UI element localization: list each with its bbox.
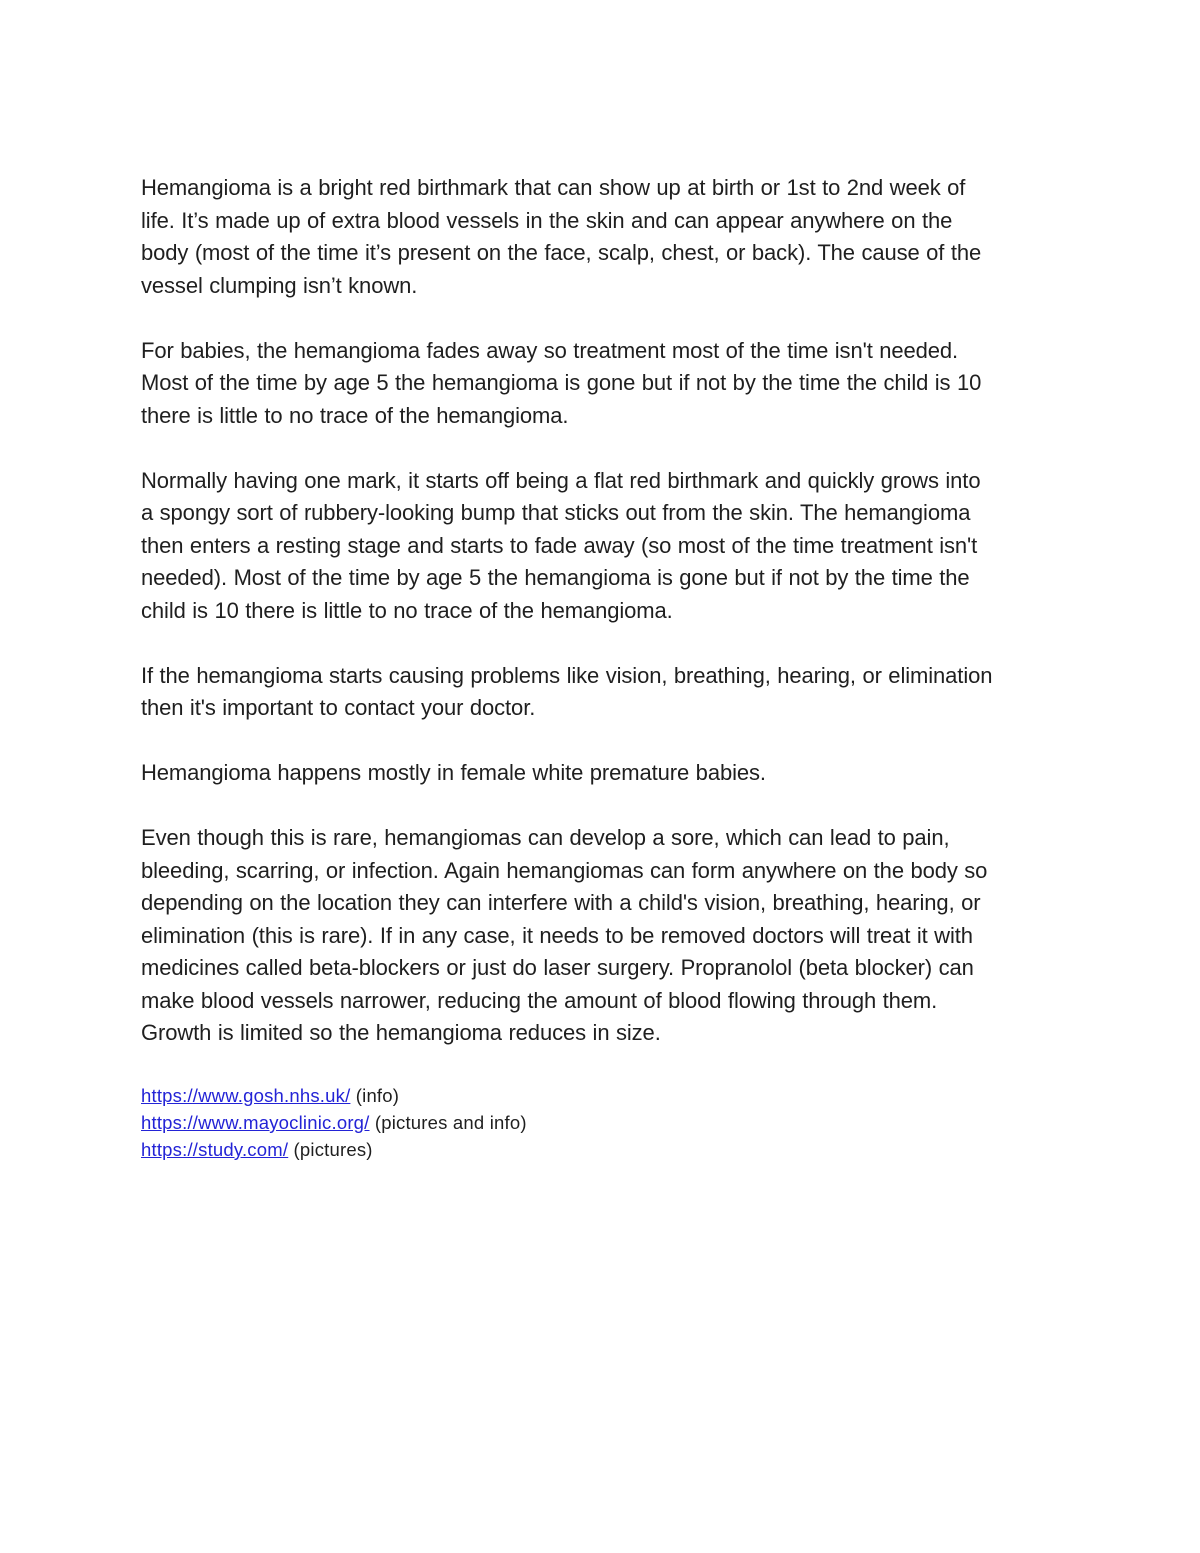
source-link-gosh[interactable]: https://www.gosh.nhs.uk/ bbox=[141, 1085, 351, 1106]
source-row-gosh bbox=[141, 1082, 1070, 1109]
source-row-study bbox=[141, 1136, 1070, 1163]
text-line: depending on the location they can interfere with a child's vision, breathing, hearing, or bbox=[141, 890, 981, 915]
sources-list bbox=[141, 1082, 1070, 1163]
text-line: If the hemangioma starts causing problems like vision, breathing, hearing, or elimination bbox=[141, 662, 993, 688]
source-note: (pictures) bbox=[288, 1139, 373, 1160]
text-line: a spongy sort of rubbery-looking bump that sticks out from the skin. The hemangioma bbox=[141, 500, 971, 525]
text-line: Even though this is rare, hemangiomas can develop a sore, which can lead to pain, bbox=[141, 825, 950, 850]
text-line: Most of the time by age 5 the hemangioma is gone but if not by the time the child is 10 bbox=[141, 370, 982, 395]
text-line: body (most of the time it’s present on the face, scalp, chest, or back). The cause of the bbox=[141, 240, 982, 265]
text-line: Normally having one mark, it starts off being a flat red birthmark and quickly grows into bbox=[141, 467, 981, 493]
paragraph-contact-doctor bbox=[141, 660, 1070, 725]
source-row-mayoclinic bbox=[141, 1109, 1070, 1136]
text-line: Hemangioma is a bright red birthmark that can show up at birth or 1st to 2nd week of bbox=[141, 175, 966, 200]
text-line: Hemangioma happens mostly in female white premature babies. bbox=[141, 760, 766, 785]
text-line: child is 10 there is little to no trace of the hemangioma. bbox=[141, 597, 673, 623]
paragraph-definition bbox=[141, 172, 1070, 302]
text-line: vessel clumping isn’t known. bbox=[141, 272, 418, 298]
paragraph-babies bbox=[141, 335, 1070, 433]
paragraph-stages bbox=[141, 465, 1070, 628]
text-line: bleeding, scarring, or infection. Again hemangiomas can form anywhere on the body so bbox=[141, 857, 988, 883]
text-line: life. It’s made up of extra blood vessels in the skin and can appear anywhere on the bbox=[141, 207, 953, 233]
paragraph-demographics bbox=[141, 757, 1070, 790]
source-link-study[interactable]: https://study.com/ bbox=[141, 1139, 289, 1160]
text-line: Growth is limited so the hemangioma reduces in size. bbox=[141, 1020, 661, 1045]
text-line: then enters a resting stage and starts to fade away (so most of the time treatment isn't bbox=[141, 532, 978, 558]
source-note: (info) bbox=[350, 1085, 400, 1106]
text-line: there is little to no trace of the hemangioma. bbox=[141, 402, 569, 428]
text-line: needed). Most of the time by age 5 the hemangioma is gone but if not by the time the bbox=[141, 565, 970, 590]
text-line: For babies, the hemangioma fades away so treatment most of the time isn't needed. bbox=[141, 337, 959, 363]
text-line: elimination (this is rare). If in any case, it needs to be removed doctors will treat it with bbox=[141, 922, 973, 948]
text-line: make blood vessels narrower, reducing the amount of blood flowing through them. bbox=[141, 987, 938, 1013]
text-line: medicines called beta-blockers or just do laser surgery. Propranolol (beta blocker) can bbox=[141, 955, 974, 980]
source-note: (pictures and info) bbox=[369, 1112, 527, 1133]
paragraph-complications-treatment bbox=[141, 822, 1070, 1050]
text-line: then it's important to contact your doctor. bbox=[141, 695, 536, 720]
source-link-mayoclinic[interactable]: https://www.mayoclinic.org/ bbox=[141, 1112, 370, 1133]
